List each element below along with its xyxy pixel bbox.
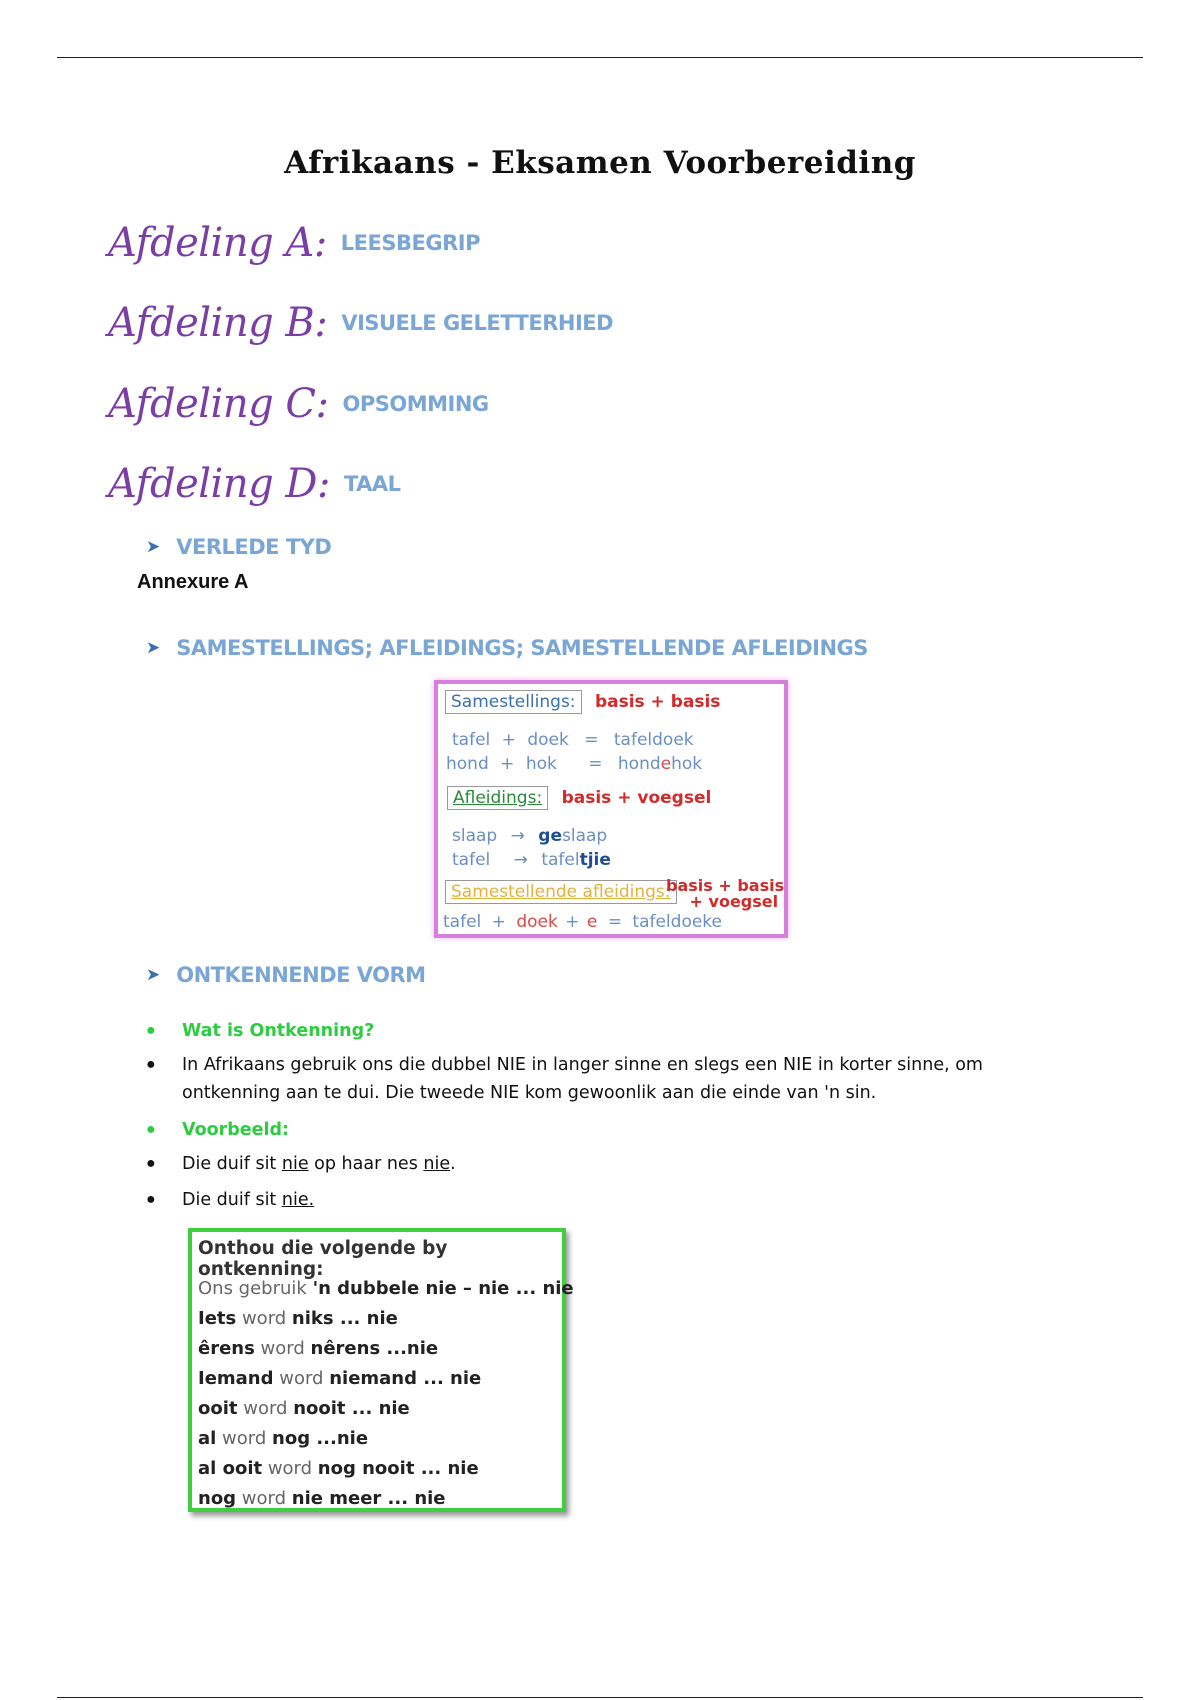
taal-item-label: SAMESTELLINGS; AFLEIDINGS; SAMESTELLENDE AFLEIDINGS bbox=[176, 636, 868, 660]
text: Iets bbox=[198, 1308, 237, 1329]
section-topic: VISUELE GELETTERHIED bbox=[341, 311, 614, 335]
equals: = bbox=[588, 754, 603, 774]
text: Ons gebruik bbox=[198, 1278, 313, 1299]
section-topic: LEESBEGRIP bbox=[340, 231, 480, 255]
document-title: Afrikaans - Eksamen Voorbereiding bbox=[284, 145, 916, 181]
samestellings-row bbox=[445, 692, 720, 712]
text: nog bbox=[198, 1488, 237, 1509]
bullet-example-1 bbox=[146, 1150, 456, 1178]
arrow-right-icon: → bbox=[513, 850, 528, 870]
afleidings-row bbox=[447, 788, 711, 808]
voorbeeld-label: Voorbeeld: bbox=[182, 1120, 290, 1140]
samestellings-example-1 bbox=[452, 730, 694, 750]
prefix: ge bbox=[538, 826, 562, 846]
text: word bbox=[254, 1338, 311, 1359]
explanation-line: ontkenning aan te dui. Die tweede NIE kom gewoonlik aan die einde van 'n sin. bbox=[182, 1083, 877, 1103]
samestellende-label: Samestellende afleidings: bbox=[445, 880, 677, 904]
word: doek bbox=[516, 912, 558, 932]
text: op haar nes bbox=[308, 1154, 424, 1174]
section-c bbox=[108, 381, 489, 427]
bullet-explanation bbox=[146, 1051, 983, 1107]
text: al bbox=[198, 1428, 217, 1449]
afleidings-label: Afleidings: bbox=[447, 786, 548, 810]
text: word bbox=[237, 1398, 294, 1419]
word: tafel bbox=[452, 850, 491, 870]
bullet-icon: ● bbox=[146, 1056, 156, 1073]
samestellende-example bbox=[443, 912, 722, 932]
samestellende-rule bbox=[666, 878, 784, 910]
link-letter: e bbox=[660, 754, 672, 774]
taal-item-ontkennende-vorm bbox=[146, 963, 426, 987]
onthou-line bbox=[198, 1338, 438, 1359]
text: word bbox=[273, 1368, 330, 1389]
bullet-icon: ● bbox=[146, 1191, 156, 1208]
plus: + bbox=[491, 912, 506, 932]
word: doek bbox=[527, 730, 569, 750]
taal-item-label: VERLEDE TYD bbox=[176, 535, 332, 559]
text: . bbox=[450, 1154, 456, 1174]
text: nêrens ...nie bbox=[310, 1338, 439, 1359]
text: niemand ... nie bbox=[329, 1368, 482, 1389]
bullet-icon: ● bbox=[146, 1155, 156, 1172]
example-text bbox=[182, 1150, 456, 1178]
section-topic: TAAL bbox=[343, 472, 401, 496]
text: Iemand bbox=[198, 1368, 274, 1389]
onthou-line bbox=[198, 1398, 410, 1419]
arrow-right-icon: → bbox=[510, 826, 525, 846]
onthou-box bbox=[188, 1228, 574, 1512]
section-topic: OPSOMMING bbox=[342, 392, 489, 416]
explanation-text bbox=[182, 1051, 983, 1107]
section-label: Afdeling C: bbox=[108, 381, 329, 427]
result: hok bbox=[671, 754, 703, 774]
samestellings-rule: basis + basis bbox=[594, 692, 721, 712]
top-rule bbox=[57, 57, 1143, 58]
samestellende-row bbox=[445, 882, 677, 902]
text: word bbox=[236, 1488, 292, 1509]
text: Die duif sit bbox=[182, 1190, 282, 1210]
section-a bbox=[108, 220, 480, 266]
bullet-icon: ● bbox=[146, 1121, 156, 1138]
text: word bbox=[216, 1428, 273, 1449]
suffix: tjie bbox=[579, 850, 611, 870]
onthou-line bbox=[198, 1368, 481, 1389]
taal-item-label: ONTKENNENDE VORM bbox=[176, 963, 426, 987]
afleidings-rule: basis + voegsel bbox=[561, 788, 712, 808]
result: tafeldoeke bbox=[632, 912, 723, 932]
result: hond bbox=[617, 754, 661, 774]
text: al ooit bbox=[198, 1458, 263, 1479]
equals: = bbox=[584, 730, 599, 750]
root: slaap bbox=[561, 826, 608, 846]
text: 'n dubbele nie – nie ... nie bbox=[312, 1278, 574, 1299]
suffix: e bbox=[586, 912, 598, 932]
plus: + bbox=[501, 730, 516, 750]
result: tafeldoek bbox=[613, 730, 694, 750]
arrow-bullet-icon: ➤ bbox=[146, 638, 161, 657]
bottom-rule bbox=[57, 1697, 1143, 1698]
text: Die duif sit bbox=[182, 1154, 282, 1174]
arrow-bullet-icon: ➤ bbox=[146, 537, 161, 556]
rule-line: basis + basis bbox=[666, 876, 785, 895]
onthou-line bbox=[198, 1428, 368, 1449]
section-label: Afdeling B: bbox=[108, 300, 328, 346]
text: nooit ... nie bbox=[293, 1398, 410, 1419]
onthou-heading: Onthou die volgende by ontkenning: bbox=[198, 1238, 448, 1280]
onthou-line bbox=[198, 1488, 446, 1509]
word-formation-figure bbox=[434, 680, 788, 938]
annexure-label: Annexure A bbox=[137, 571, 249, 593]
section-label: Afdeling D: bbox=[108, 461, 330, 507]
afleidings-example-2 bbox=[452, 850, 611, 870]
text: nie meer ... nie bbox=[291, 1488, 446, 1509]
section-d bbox=[108, 461, 401, 507]
underlined-nie: nie. bbox=[281, 1190, 315, 1210]
text: word bbox=[236, 1308, 292, 1329]
rule-line: + voegsel bbox=[689, 892, 779, 911]
plus: + bbox=[565, 912, 580, 932]
word: tafel bbox=[452, 730, 491, 750]
samestellings-label: Samestellings: bbox=[445, 690, 582, 714]
bullet-question bbox=[146, 1017, 374, 1045]
underlined-nie: nie bbox=[281, 1154, 309, 1174]
underlined-nie: nie bbox=[423, 1154, 451, 1174]
bullet-example-2 bbox=[146, 1186, 314, 1214]
word: hond bbox=[446, 754, 489, 774]
onthou-line bbox=[198, 1308, 398, 1329]
text: nog ...nie bbox=[272, 1428, 369, 1449]
text: nog nooit ... nie bbox=[317, 1458, 479, 1479]
example-text bbox=[182, 1186, 314, 1214]
bullet-voorbeeld bbox=[146, 1116, 289, 1144]
text: êrens bbox=[198, 1338, 255, 1359]
explanation-line: In Afrikaans gebruik ons die dubbel NIE in langer sinne en slegs een NIE in korter sinne, om bbox=[182, 1055, 983, 1075]
text: niks ... nie bbox=[291, 1308, 398, 1329]
taal-item-samestellings bbox=[146, 636, 868, 660]
text: word bbox=[262, 1458, 318, 1479]
text: ooit bbox=[198, 1398, 238, 1419]
taal-item-verlede-tyd bbox=[146, 535, 331, 559]
onthou-line bbox=[198, 1278, 574, 1299]
plus: + bbox=[500, 754, 515, 774]
afleidings-example-1 bbox=[452, 826, 607, 846]
samestellings-example-2 bbox=[446, 754, 702, 774]
section-b bbox=[108, 300, 613, 346]
word: tafel bbox=[443, 912, 482, 932]
word: hok bbox=[525, 754, 557, 774]
bullet-icon: ● bbox=[146, 1022, 156, 1039]
question-text: Wat is Ontkenning? bbox=[182, 1021, 375, 1041]
arrow-bullet-icon: ➤ bbox=[146, 965, 161, 984]
root: tafel bbox=[541, 850, 580, 870]
onthou-line bbox=[198, 1458, 479, 1479]
section-label: Afdeling A: bbox=[108, 220, 327, 266]
equals: = bbox=[607, 912, 622, 932]
word: slaap bbox=[452, 826, 498, 846]
